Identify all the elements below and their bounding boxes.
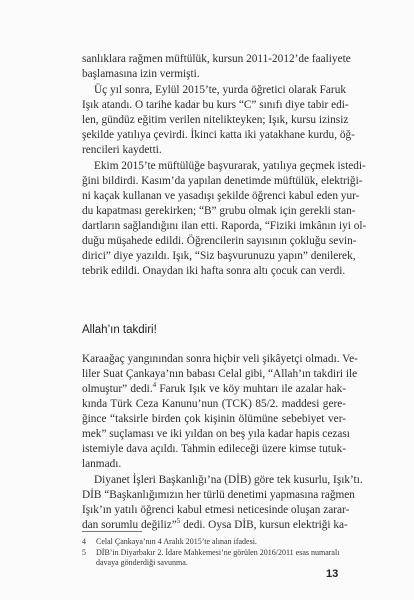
text-line: liler Suat Çankaya’nın babası Celal gibi, “Allah’ın takdiri ile	[82, 368, 358, 380]
text-line: ğini bildirdi. Kasım’da yapılan denetimde müftülük, elektriği-	[82, 175, 363, 187]
text-line: duğu müşahede edildi. Öğrencilerin sayısının çokluğu sevin-	[82, 235, 357, 247]
text-line: Diyanet İşleri Başkanlığı’na (DİB) göre tek kusurlu, Işık’tı.	[94, 474, 363, 486]
footnote-text: DİB’in Diyarbakır 2. İdare Mahkemesi’ne görülen 2016/2011 esas numaralı	[96, 548, 340, 557]
text-line: Işık atandı. O tarihe kadar bu kurs “C” sınıfı diye tabir edi-	[82, 99, 349, 111]
text-run: Faruk Işık ve köy muhtarı ile azalar hak-	[156, 383, 347, 395]
text-line: dirici” diye yazıldı. Işık, “Siz başvurunuzu yapın” denilerek,	[82, 250, 356, 262]
text-line	[82, 382, 346, 396]
text-line: başlamasına izin vermişti.	[82, 68, 200, 80]
footnote-ref-5: 5	[176, 517, 181, 526]
text-line: şekilde yatılıya çevirdi. İkinci katta iki yatakhane kurdu, öğ-	[82, 129, 355, 141]
text-line: dartların sağlandığını ilan etti. Raporda, “Fiziki imkânın iyi ol-	[82, 220, 367, 232]
text-line: sanlıklara rağmen müftülük, kursun 2011-2012’de faaliyete	[82, 53, 351, 65]
text-line: rencileri kaydetti.	[82, 144, 162, 156]
section-heading: Allah’ın takdiri!	[82, 324, 157, 336]
text-line: ni kaçak kullanan ve yasadışı şekilde öğrenci kabul eden yur-	[82, 190, 360, 202]
footnote-text: Celal Çankaya’nın 4 Aralık 2015’te alınan ifadesi.	[96, 537, 257, 546]
text-line	[82, 518, 346, 532]
text-line: istemiyle dava açıldı. Tahmin edileceği üzere kimse tutuk-	[82, 443, 346, 455]
text-line: Üç yıl sonra, Eylül 2015’te, yurda öğretici olarak Faruk	[94, 84, 346, 96]
text-line: kında Türk Ceza Kanunu’nun (TCK) 85/2. maddesi gere-	[82, 398, 346, 410]
footnote-5-continuation: davaya gönderdiği savunma.	[96, 558, 188, 567]
page-number: 13	[326, 568, 339, 580]
footnote-5	[82, 548, 352, 558]
text-line: tebrik edildi. Onaydan iki hafta sonra altı çocuk can verdi.	[82, 265, 346, 277]
footnote-number: 4	[82, 537, 86, 546]
text-line: mek” suçlaması ve iki yıldan on beş yıla kadar hapis cezası	[82, 428, 350, 440]
text-run: dedi. Oysa DİB, kursun elektriği ka-	[180, 519, 348, 531]
text-line: lanmadı.	[82, 458, 122, 470]
footnote-ref-4: 4	[152, 381, 157, 390]
footnote-divider	[82, 531, 142, 532]
text-line: ğince “taksirle birden çok kişinin ölümüne sebebiyet ver-	[82, 413, 346, 425]
text-line: Ekim 2015’te müftülüğe başvurarak, yatılıya geçmek istedi-	[94, 160, 366, 172]
text-line: DİB “Başkanlığımızın her türlü denetimi yapmasına rağmen	[82, 489, 355, 501]
text-run: dan sorumlu değiliz”	[82, 519, 177, 531]
text-line: du kapatması gerekirken; “B” grubu olmak için gerekli stan-	[82, 205, 356, 217]
text-line: Karaağaç yangınından sonra hiçbir veli şikâyetçi olmadı. Ve-	[82, 353, 358, 365]
footnote-4	[82, 537, 352, 547]
text-line: Işık’ın yatılı öğrenci kabul etmesi neticesinde oluşan zarar-	[82, 504, 350, 516]
footnote-number: 5	[82, 548, 86, 557]
text-run: olmuştur” dedi.	[82, 383, 153, 395]
text-line: len, gündüz eğitim verilen nitelikteyken; Işık, kursu izinsiz	[82, 114, 349, 126]
